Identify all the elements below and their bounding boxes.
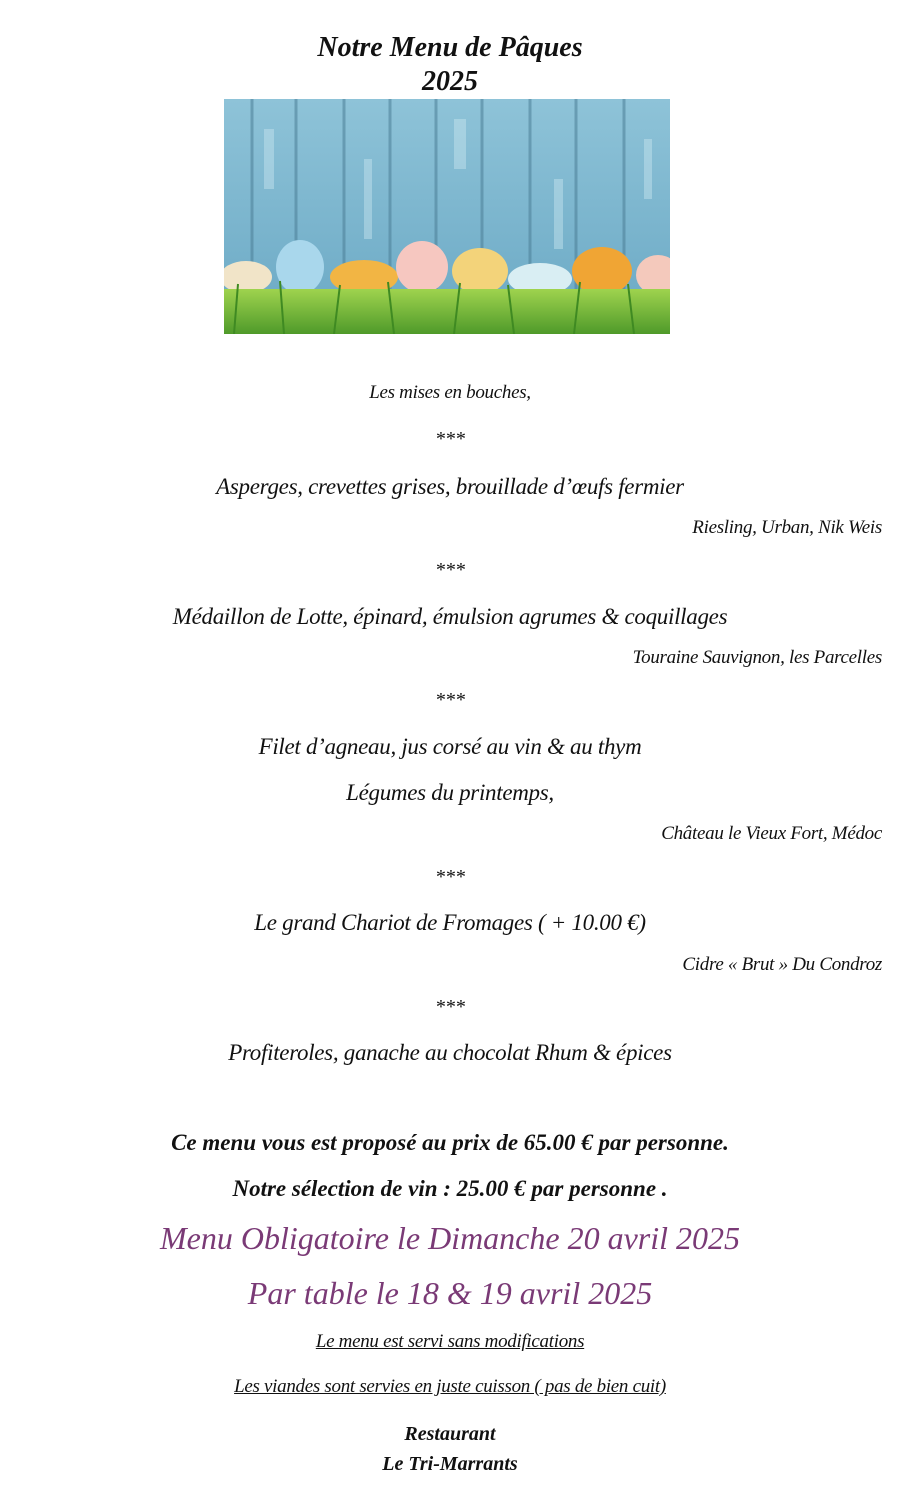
table-dates: Par table le 18 & 19 avril 2025 [247, 1275, 653, 1311]
course-2-wine: Touraine Sauvignon, les Parcelles [632, 647, 882, 668]
no-modifications-note: Le menu est servi sans modifications [315, 1331, 585, 1352]
menu-title: Notre Menu de Pâques [317, 32, 583, 63]
course-3-wine: Château le Vieux Fort, Médoc [661, 823, 882, 844]
separator: *** [435, 428, 465, 450]
meat-cooking-note: Les viandes sont servies en juste cuisson ( pas de bien cuit) [234, 1376, 666, 1397]
egg-2 [276, 240, 324, 294]
course-4-dish: Le grand Chariot de Fromages ( + 10.00 €) [254, 910, 646, 935]
menu-year: 2025 [422, 66, 478, 97]
course-2-dish: Médaillon de Lotte, épinard, émulsion agrumes & coquillages [172, 604, 728, 629]
easter-eggs-photo [224, 99, 670, 334]
separator: *** [435, 996, 465, 1018]
course-4-wine: Cidre « Brut » Du Condroz [682, 954, 882, 975]
restaurant-label: Restaurant [404, 1423, 496, 1445]
course-3-side: Légumes du printemps, [346, 780, 554, 805]
egg-4 [396, 241, 448, 293]
separator: *** [435, 689, 465, 711]
mandatory-date: Menu Obligatoire le Dimanche 20 avril 2025 [159, 1220, 741, 1256]
separator: *** [435, 866, 465, 888]
course-3-dish: Filet d’agneau, jus corsé au vin & au thym [258, 734, 642, 759]
amuse-bouche: Les mises en bouches, [369, 382, 531, 403]
course-1-dish: Asperges, crevettes grises, brouillade d’œufs fermier [216, 474, 684, 499]
course-5-dish: Profiteroles, ganache au chocolat Rhum & épices [228, 1040, 672, 1065]
restaurant-name: Le Tri-Marrants [382, 1453, 518, 1475]
course-1-wine: Riesling, Urban, Nik Weis [692, 517, 882, 538]
menu-price: Ce menu vous est proposé au prix de 65.00 € par personne. [171, 1130, 729, 1155]
wine-price: Notre sélection de vin : 25.00 € par personne . [232, 1176, 668, 1201]
separator: *** [435, 559, 465, 581]
egg-7 [572, 247, 632, 295]
